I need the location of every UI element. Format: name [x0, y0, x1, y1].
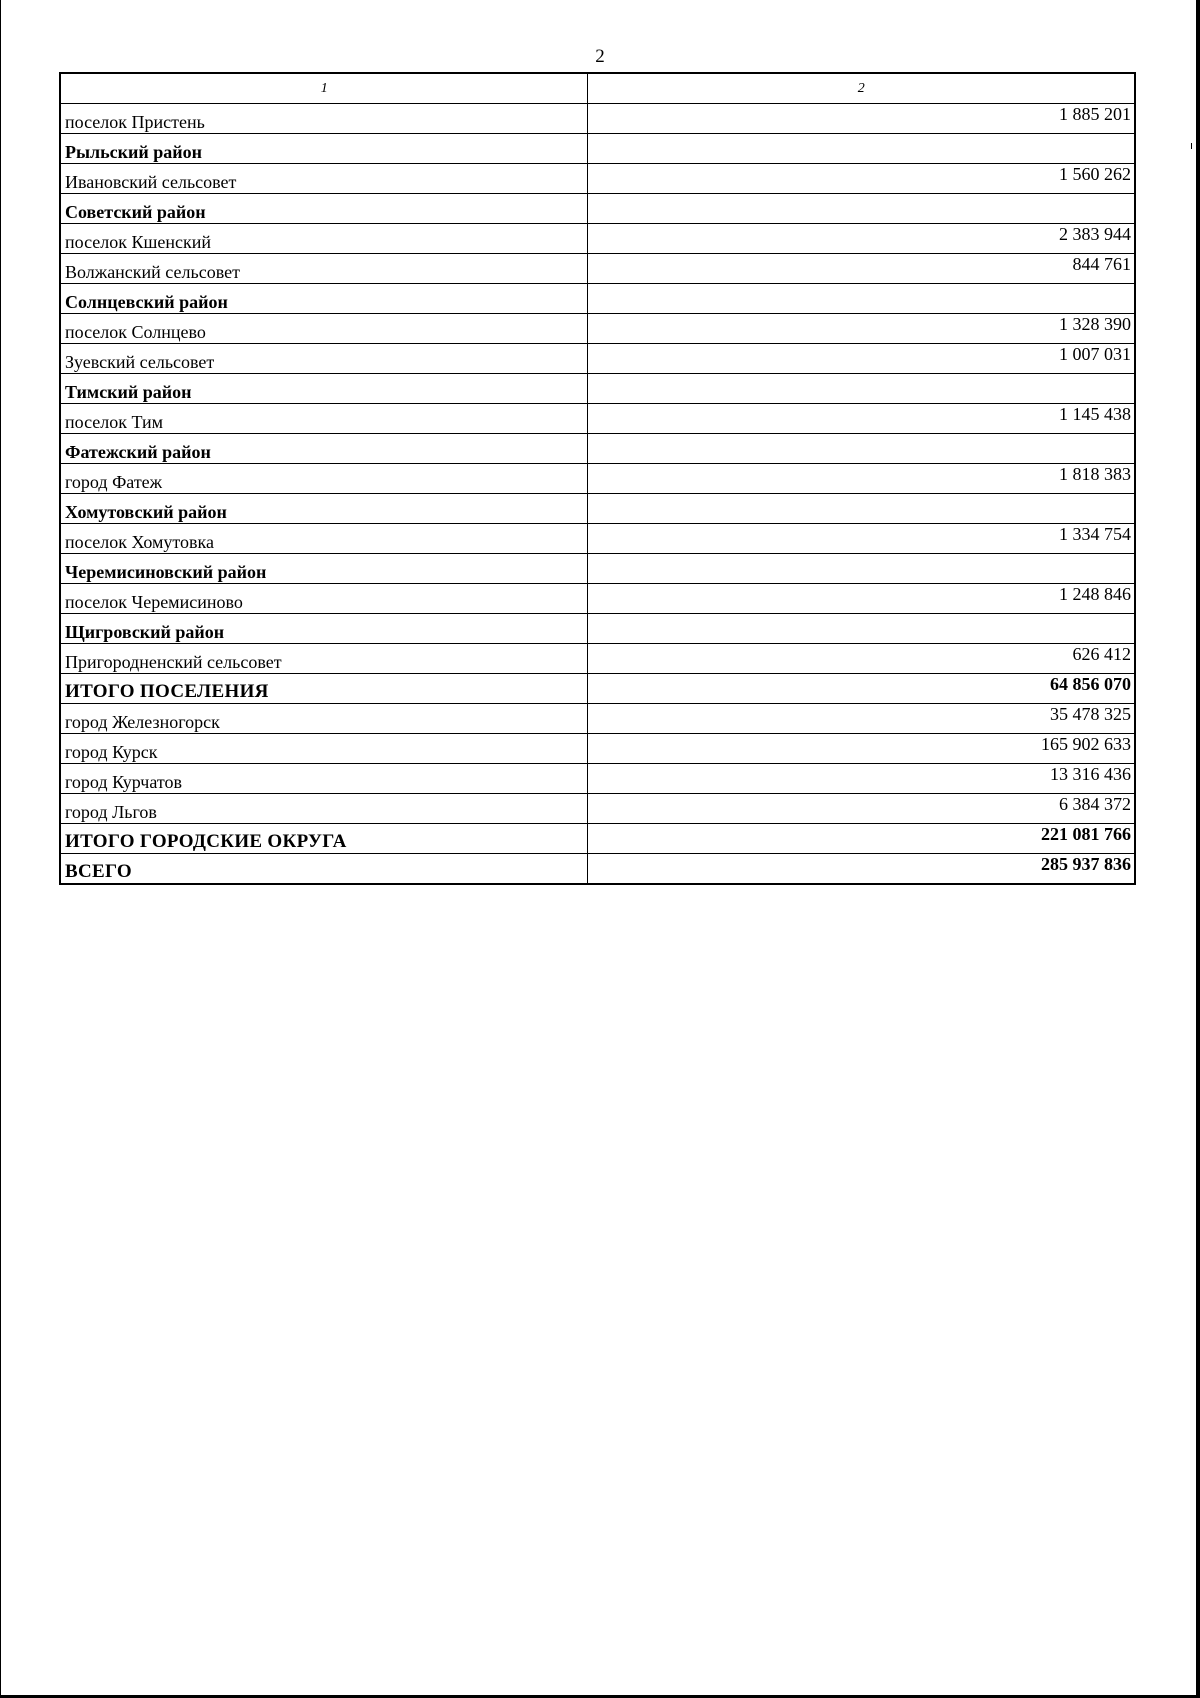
row-value-cell: 1 328 390	[587, 314, 1135, 344]
table-row	[60, 584, 1135, 614]
row-value-cell: 1 334 754	[587, 524, 1135, 554]
row-name-cell: поселок Тим	[60, 404, 587, 434]
table-row	[60, 794, 1135, 824]
row-value-cell: 64 856 070	[587, 674, 1135, 704]
row-name-cell: поселок Пристень	[60, 104, 587, 134]
row-value-cell: 1 885 201	[587, 104, 1135, 134]
row-value-cell: 35 478 325	[587, 704, 1135, 734]
row-value-cell	[587, 194, 1135, 224]
row-value-cell: 221 081 766	[587, 824, 1135, 854]
row-name-cell: ВСЕГО	[60, 854, 587, 885]
table-section-row	[60, 614, 1135, 644]
row-name-cell: Черемисиновский район	[60, 554, 587, 584]
row-name-cell: город Железногорск	[60, 704, 587, 734]
table-header-row	[60, 73, 1135, 104]
row-name-cell: поселок Хомутовка	[60, 524, 587, 554]
row-value-cell: 13 316 436	[587, 764, 1135, 794]
column-header-1: 1	[60, 73, 587, 104]
table-row	[60, 224, 1135, 254]
scan-edge-right	[1196, 0, 1200, 1698]
page-number: 2	[595, 46, 605, 67]
table-row	[60, 104, 1135, 134]
row-name-cell: поселок Солнцево	[60, 314, 587, 344]
table-row	[60, 314, 1135, 344]
table-row	[60, 464, 1135, 494]
row-value-cell: 1 818 383	[587, 464, 1135, 494]
column-header-2: 2	[587, 73, 1135, 104]
row-name-cell: Хомутовский район	[60, 494, 587, 524]
table-total-row	[60, 824, 1135, 854]
table-total-row	[60, 674, 1135, 704]
row-name-cell: ИТОГО ГОРОДСКИЕ ОКРУГА	[60, 824, 587, 854]
table-section-row	[60, 374, 1135, 404]
table-section-row	[60, 134, 1135, 164]
row-name-cell: Ивановский сельсовет	[60, 164, 587, 194]
table-row	[60, 644, 1135, 674]
row-name-cell: город Льгов	[60, 794, 587, 824]
row-value-cell: 165 902 633	[587, 734, 1135, 764]
row-name-cell: Советский район	[60, 194, 587, 224]
row-name-cell: поселок Кшенский	[60, 224, 587, 254]
row-value-cell: 1 248 846	[587, 584, 1135, 614]
table-section-row	[60, 494, 1135, 524]
row-name-cell: Фатежский район	[60, 434, 587, 464]
row-value-cell	[587, 134, 1135, 164]
table-body	[60, 104, 1135, 885]
row-value-cell: 626 412	[587, 644, 1135, 674]
allocation-table	[59, 72, 1136, 885]
scan-speck	[1191, 143, 1192, 149]
table-total-row	[60, 854, 1135, 885]
table-row	[60, 524, 1135, 554]
row-value-cell: 1 145 438	[587, 404, 1135, 434]
table-section-row	[60, 194, 1135, 224]
scan-edge-left	[0, 0, 1, 1698]
table-row	[60, 344, 1135, 374]
row-value-cell: 6 384 372	[587, 794, 1135, 824]
row-name-cell: город Фатеж	[60, 464, 587, 494]
row-name-cell: Щигровский район	[60, 614, 587, 644]
table-section-row	[60, 554, 1135, 584]
row-name-cell: Пригородненский сельсовет	[60, 644, 587, 674]
table-row	[60, 164, 1135, 194]
row-value-cell	[587, 554, 1135, 584]
row-name-cell: Солнцевский район	[60, 284, 587, 314]
row-name-cell: Зуевский сельсовет	[60, 344, 587, 374]
row-value-cell: 285 937 836	[587, 854, 1135, 885]
row-value-cell	[587, 374, 1135, 404]
row-name-cell: Волжанский сельсовет	[60, 254, 587, 284]
row-name-cell: поселок Черемисиново	[60, 584, 587, 614]
table-row	[60, 254, 1135, 284]
row-name-cell: ИТОГО ПОСЕЛЕНИЯ	[60, 674, 587, 704]
row-value-cell: 844 761	[587, 254, 1135, 284]
row-value-cell: 2 383 944	[587, 224, 1135, 254]
row-name-cell: Тимский район	[60, 374, 587, 404]
table-row	[60, 764, 1135, 794]
table-section-row	[60, 284, 1135, 314]
table-row	[60, 404, 1135, 434]
row-name-cell: Рыльский район	[60, 134, 587, 164]
row-value-cell	[587, 614, 1135, 644]
row-value-cell	[587, 494, 1135, 524]
row-value-cell: 1 007 031	[587, 344, 1135, 374]
table-section-row	[60, 434, 1135, 464]
table-row	[60, 734, 1135, 764]
row-value-cell	[587, 284, 1135, 314]
row-value-cell: 1 560 262	[587, 164, 1135, 194]
row-name-cell: город Курчатов	[60, 764, 587, 794]
table-row	[60, 704, 1135, 734]
row-value-cell	[587, 434, 1135, 464]
row-name-cell: город Курск	[60, 734, 587, 764]
